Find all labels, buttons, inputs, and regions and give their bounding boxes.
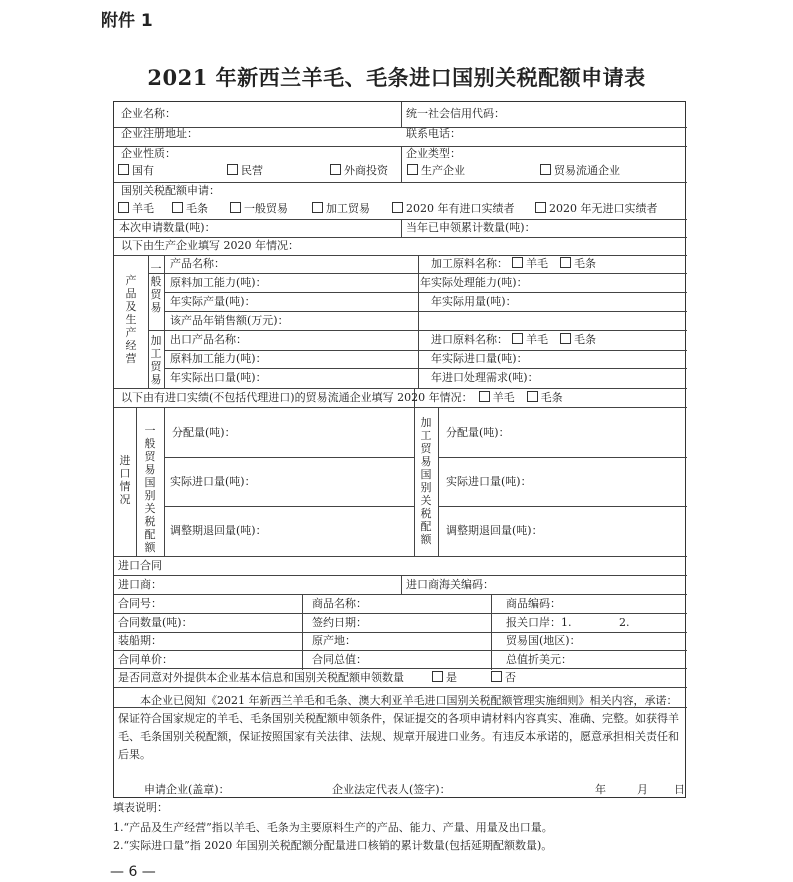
sign-date-label: 签约日期： xyxy=(312,616,367,629)
customs-code-label: 进口商海关编码： xyxy=(406,578,494,591)
type-label: 企业类型： xyxy=(406,147,461,160)
checkbox[interactable] xyxy=(407,164,418,175)
this-qty-label: 本次申请数量(吨)： xyxy=(119,221,216,234)
ship-date-label: 装船期： xyxy=(118,634,162,647)
date-month: 月 xyxy=(637,783,648,796)
checkbox[interactable] xyxy=(491,671,502,682)
import-demand-label: 年进口处理需求(吨)： xyxy=(431,371,539,384)
unit-price-label: 合同单价： xyxy=(118,653,173,666)
applicant-label: 申请企业(盖章)： xyxy=(144,783,230,796)
checkbox[interactable] xyxy=(432,671,443,682)
reg-address-label: 企业注册地址： xyxy=(121,127,198,140)
annual-output-label: 年实际产量(吨)： xyxy=(170,295,256,308)
quota-option-tops[interactable]: 毛条 xyxy=(172,202,208,216)
quota-option-processing[interactable]: 加工贸易 xyxy=(312,202,370,216)
contract-qty-label: 合同数量(吨)： xyxy=(118,616,193,629)
checkbox[interactable] xyxy=(512,257,523,268)
type-option-trade[interactable]: 贸易流通企业 xyxy=(540,164,620,178)
capacity2-label: 原料加工能力(吨)： xyxy=(170,352,267,365)
note-1: 1.“产品及生产经营”指以羊毛、毛条为主要原料生产的产品、能力、产量、用量及出口量。 xyxy=(113,821,553,834)
note-2: 2.“实际进口量”指 2020 年国别关税配额分配量进口核销的累计数量(包括延期配额数量)。 xyxy=(113,839,553,852)
checkbox[interactable] xyxy=(172,202,183,213)
checkbox[interactable] xyxy=(230,202,241,213)
quota-option-without-record[interactable]: 2020 年无进口实绩者 xyxy=(535,202,658,216)
checkbox[interactable] xyxy=(330,164,341,175)
legal-rep-label: 企业法定代表人(签字)： xyxy=(332,783,451,796)
page-number: — 6 — xyxy=(110,864,156,880)
general-quota-label: 一般贸易国别关税配额 xyxy=(144,424,156,554)
import-side-label: 进口情况 xyxy=(119,454,131,506)
checkbox[interactable] xyxy=(227,164,238,175)
checkbox[interactable] xyxy=(479,391,490,402)
raw-name-field: 加工原料名称： 羊毛 毛条 xyxy=(431,257,596,270)
general-trade-label: 一般贸易 xyxy=(150,262,162,314)
checkbox[interactable] xyxy=(535,202,546,213)
import-raw-field: 进口原料名称： 羊毛 毛条 xyxy=(431,333,596,346)
actual-processing-label: 年实际处理能力(吨)： xyxy=(420,276,528,289)
checkbox[interactable] xyxy=(392,202,403,213)
consent-row: 是否同意对外提供本企业基本信息和国别关税配额申领数量 是 否 xyxy=(118,671,516,684)
date-day: 日 xyxy=(674,783,685,796)
product-name-label: 产品名称： xyxy=(170,257,225,270)
checkbox[interactable] xyxy=(527,391,538,402)
credit-code-label: 统一社会信用代码： xyxy=(406,107,505,120)
annex-label: 附件 1 xyxy=(101,11,153,31)
actual-import-label: 实际进口量(吨)： xyxy=(170,475,256,488)
quota-option-with-record[interactable]: 2020 年有进口实绩者 xyxy=(392,202,515,216)
port2-label: 2. xyxy=(619,616,630,629)
annual-usage-label: 年实际用量(吨)： xyxy=(431,295,517,308)
contract-no-label: 合同号： xyxy=(118,597,162,610)
trade-heading: 以下由有进口实绩(不包括代理进口)的贸易流通企业填写 2020 年情况： 羊毛 毛条 xyxy=(121,391,563,404)
type-option-production[interactable]: 生产企业 xyxy=(407,164,465,178)
trade-country-label: 贸易国(地区)： xyxy=(506,634,581,647)
checkbox[interactable] xyxy=(540,164,551,175)
checkbox[interactable] xyxy=(118,202,129,213)
annual-export-label: 年实际出口量(吨)： xyxy=(170,371,267,384)
origin-label: 原产地： xyxy=(312,634,356,647)
contract-heading: 进口合同 xyxy=(118,559,162,572)
total-price-label: 合同总值： xyxy=(312,653,367,666)
actual-import2-label: 实际进口量(吨)： xyxy=(446,475,532,488)
form-title: 2021 年新西兰羊毛、毛条进口国别关税配额申请表 xyxy=(147,65,646,90)
company-name-label: 企业名称： xyxy=(121,107,176,120)
nature-label: 企业性质： xyxy=(121,147,176,160)
processing-trade-label: 加工贸易 xyxy=(150,334,162,386)
notes-heading: 填表说明： xyxy=(113,801,168,814)
nature-option-state[interactable]: 国有 xyxy=(118,164,154,178)
checkbox[interactable] xyxy=(560,257,571,268)
goods-code-label: 商品编码： xyxy=(506,597,561,610)
phone-label: 联系电话： xyxy=(406,127,461,140)
port-label: 报关口岸：1. xyxy=(506,616,572,629)
returned-label: 调整期退回量(吨)： xyxy=(170,524,267,537)
annual-import-label: 年实际进口量(吨)： xyxy=(431,352,528,365)
alloc2-label: 分配量(吨)： xyxy=(446,426,510,439)
checkbox[interactable] xyxy=(312,202,323,213)
capacity-label: 原料加工能力(吨)： xyxy=(170,276,267,289)
date-year: 年 xyxy=(595,783,606,796)
checkbox[interactable] xyxy=(560,333,571,344)
processing-quota-label: 加工贸易国别关税配额 xyxy=(420,416,432,546)
importer-label: 进口商： xyxy=(118,578,162,591)
year-total-label: 当年已申领累计数量(吨)： xyxy=(406,221,536,234)
checkbox[interactable] xyxy=(512,333,523,344)
checkbox[interactable] xyxy=(118,164,129,175)
quota-option-wool[interactable]: 羊毛 xyxy=(118,202,154,216)
export-product-label: 出口产品名称： xyxy=(170,333,247,346)
production-heading: 以下由生产企业填写 2020 年情况： xyxy=(121,239,299,252)
nature-option-foreign[interactable]: 外商投资 xyxy=(330,164,388,178)
commitment-text: 本企业已阅知《2021 年新西兰羊毛和毛条、澳大利亚羊毛进口国别关税配额管理实施细则》相关内容，承诺：保证符合国家规定的羊毛、毛条国别关税配额申领条件，保证提交的各项申请材料内容真实、准确、完整。如获得羊毛、毛条国别关税配额，保证按照国家有关法律、法规、规章开展进口业务。有违反本承诺的，愿意承担相关责任和后果。 xyxy=(118,694,679,761)
production-side-label: 产品及生产经营 xyxy=(125,274,137,365)
annual-sales-label: 该产品年销售额(万元)： xyxy=(170,314,289,327)
usd-total-label: 总值折美元： xyxy=(506,653,572,666)
nature-option-private[interactable]: 民营 xyxy=(227,164,263,178)
alloc-label: 分配量(吨)： xyxy=(172,426,236,439)
application-form xyxy=(113,101,686,798)
goods-name-label: 商品名称： xyxy=(312,597,367,610)
returned2-label: 调整期退回量(吨)： xyxy=(446,524,543,537)
quota-option-general[interactable]: 一般贸易 xyxy=(230,202,288,216)
quota-apply-label: 国别关税配额申请： xyxy=(121,184,220,197)
